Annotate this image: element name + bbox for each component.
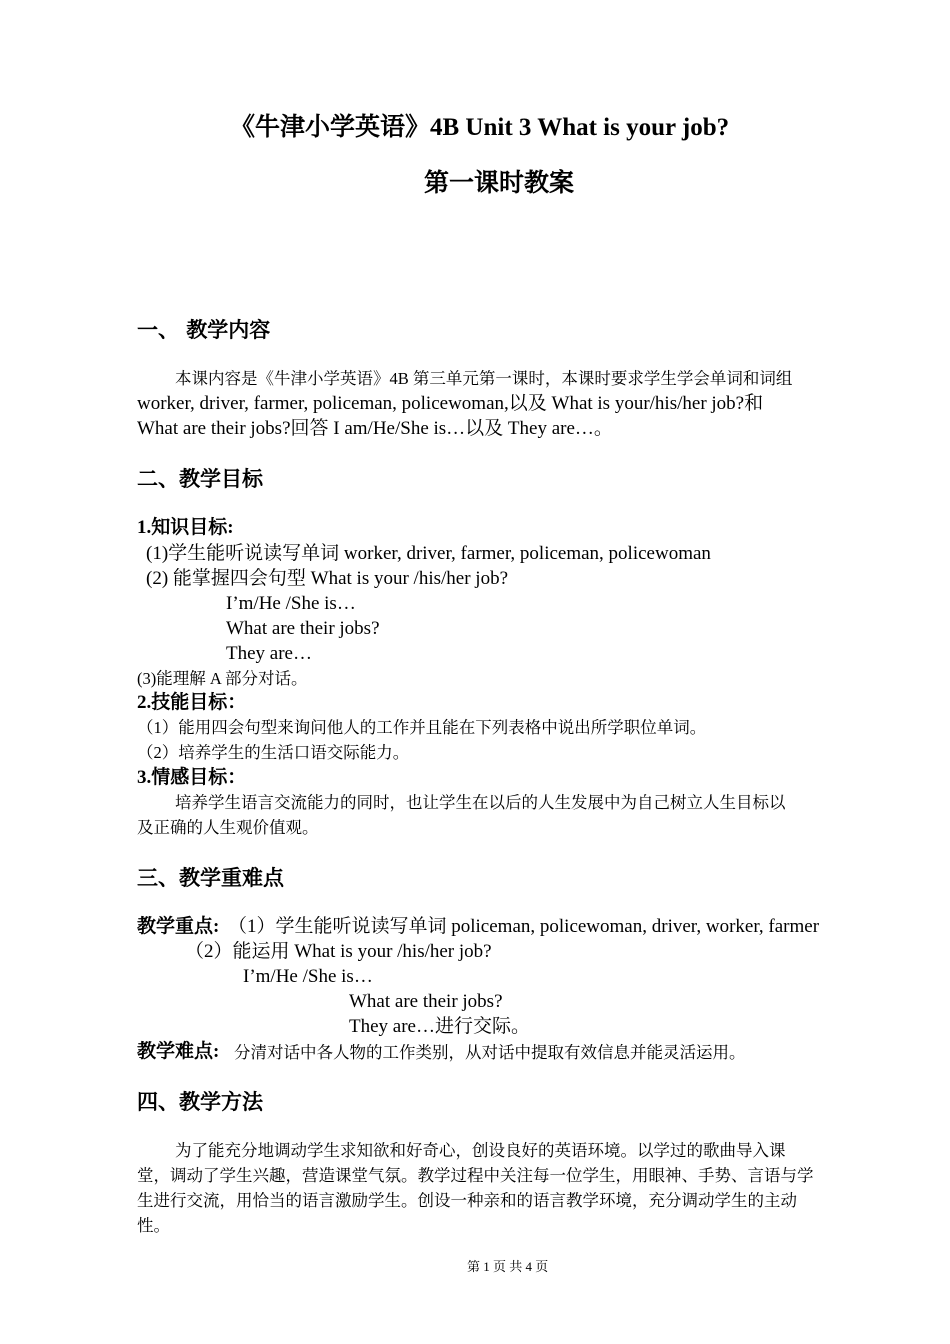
- page-number-footer: 第 1 页 共 4 页: [467, 1259, 549, 1274]
- skill-item: （2）培养学生的生活口语交际能力。: [137, 743, 410, 762]
- knowledge-item: (1)学生能听说读写单词 worker, driver, farmer, policeman, policewoman: [146, 543, 711, 564]
- methods-paragraph-line: 生进行交流，用恰当的语言激励学生。创设一种亲和的语言教学环境，充分调动学生的主动: [137, 1191, 797, 1210]
- section-heading-objectives: 二、教学目标: [137, 467, 263, 491]
- document-title: 《牛津小学英语》4B Unit 3 What is your job?: [230, 114, 730, 141]
- section-heading-content: 一、 教学内容: [137, 318, 271, 342]
- key-point-item: （1）学生能听说读写单词 policeman, policewoman, driver, worker, farmer: [228, 916, 820, 937]
- knowledge-item: I’m/He /She is…: [226, 593, 356, 614]
- emotion-objective-title: 3.情感目标：: [137, 767, 247, 788]
- key-point-item: I’m/He /She is…: [243, 966, 373, 987]
- emotion-item: 培养学生语言交流能力的同时，也让学生在以后的人生发展中为自己树立人生目标以: [175, 793, 786, 812]
- key-point-item: What are their jobs?: [349, 991, 503, 1012]
- key-point-item: （2）能运用 What is your /his/her job?: [185, 941, 492, 962]
- emotion-item: 及正确的人生观价值观。: [137, 818, 319, 837]
- methods-paragraph-line: 堂，调动了学生兴趣，营造课堂气氛。教学过程中关注每一位学生，用眼神、手势、言语与学: [137, 1166, 814, 1185]
- difficult-point-text: 分清对话中各人物的工作类别，从对话中提取有效信息并能灵活运用。: [234, 1043, 746, 1062]
- knowledge-item: (2) 能掌握四会句型 What is your /his/her job?: [146, 568, 509, 589]
- key-point-item: They are…进行交际。: [349, 1016, 530, 1037]
- knowledge-objective-title: 1.知识目标:: [137, 517, 234, 538]
- knowledge-item: What are their jobs?: [226, 618, 380, 639]
- knowledge-item: (3)能理解 A 部分对话。: [137, 669, 308, 688]
- difficult-point-label: 教学难点:: [137, 1041, 220, 1062]
- content-paragraph-line: What are their jobs?回答 I am/He/She is…以及 They are…。: [137, 418, 613, 439]
- content-paragraph-line: 本课内容是《牛津小学英语》4B 第三单元第一课时，本课时要求学生学会单词和词组: [175, 369, 793, 388]
- content-paragraph-line: worker, driver, farmer, policeman, policewoman,以及 What is your/his/her job?和: [137, 393, 764, 414]
- skill-item: （1）能用四会句型来询问他人的工作并且能在下列表格中说出所学职位单词。: [137, 718, 707, 737]
- section-heading-methods: 四、教学方法: [137, 1090, 263, 1114]
- knowledge-item: They are…: [226, 643, 312, 664]
- section-heading-key-points: 三、教学重难点: [137, 866, 284, 890]
- methods-paragraph-line: 性。: [137, 1216, 170, 1235]
- methods-paragraph-line: 为了能充分地调动学生求知欲和好奇心，创设良好的英语环境。以学过的歌曲导入课: [175, 1141, 786, 1160]
- skill-objective-title: 2.技能目标：: [137, 692, 247, 713]
- key-point-label: 教学重点:: [137, 916, 220, 937]
- document-subtitle: 第一课时教案: [424, 168, 575, 197]
